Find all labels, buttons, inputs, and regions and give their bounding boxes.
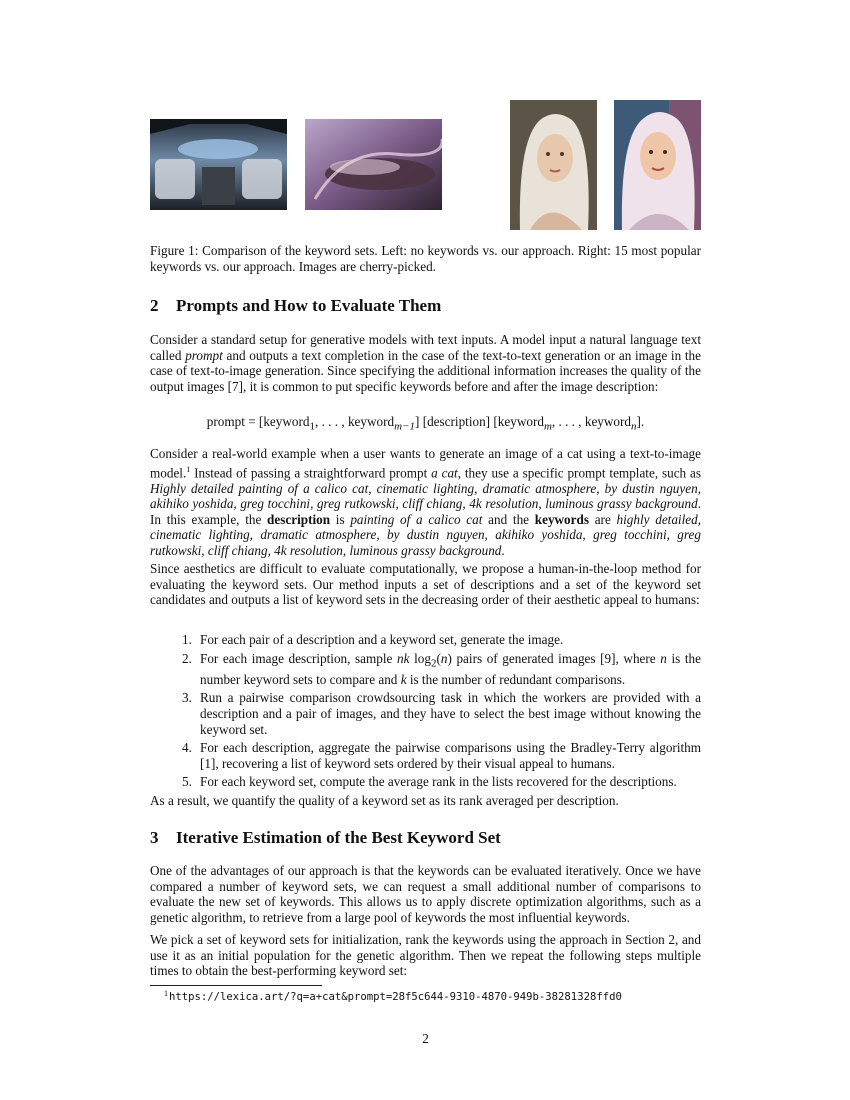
figure-caption: Figure 1: Comparison of the keyword sets. Left: no keywords vs. our approach. Right: 15 most popular keywords vs. our approach. Images are cherry-picked. [150, 243, 701, 274]
footnote-rule [150, 985, 322, 986]
section-3-heading: 3 Iterative Estimation of the Best Keyword Set [150, 828, 501, 847]
list-item: 4. For each description, aggregate the pairwise comparisons using the Bradley-Terry algorithm [1], recovering a list of keyword sets ordered by their visual appeal to humans. [182, 740, 701, 771]
figure-image-portrait-popular-keywords [510, 100, 597, 230]
method-steps-list [150, 632, 701, 793]
footnote-link[interactable]: https://lexica.art/?q=a+cat&prompt=28f5c644-9310-4870-949b-38281328ffd0 [169, 991, 622, 1003]
list-item: 1. For each pair of a description and a keyword set, generate the image. [182, 632, 564, 647]
section-2-paragraph-2: Consider a real-world example when a user wants to generate an image of a cat using a text-to-image model.$^1$ Instead of passing a straightforward prompt a cat, they use a specific prompt template, such as Highly detailed painting of a calico cat, cinematic lighting, dramatic atmosphere, by dustin nguyen, akihiko yoshida, greg tocchini, greg rutkowski, cliff chiang, 4k resolution, luminous grassy background. In this example, the description is painting of a calico cat and the keywords are highly detailed, cinematic lighting, dramatic atmosphere, by dustin nguyen, akihiko yoshida, greg tocchini, greg rutkowski, cliff chiang, 4k resolution, luminous grassy background. [150, 446, 701, 558]
section-2-paragraph-3: Since aesthetics are difficult to evaluate computationally, we propose a human-in-the-loop method for evaluating the keyword sets. Our method inputs a set of descriptions and a set of the keyword set candidates and outputs a list of keyword sets in the decreasing order of their aesthetic appeal to humans: [150, 561, 701, 608]
page-number: 2 [422, 1031, 429, 1046]
list-item: 2. For each image description, sample nk $\log_2(n)$ pairs of generated images [9], where n is the number keyword sets to compare and k is the number of redundant comparisons. [182, 650, 701, 687]
figure-image-portrait-our-approach [614, 100, 701, 230]
section-2-paragraph-1: Consider a standard setup for generative models with text inputs. A model input a natural language text called prompt and outputs a text completion in the case of the text-to-text generation or an image in the case of text-to-image generation. Since specifying the additional information increases the quality of the output images [7], it is common to put specific keywords before and after the image description: [150, 332, 701, 394]
prompt-equation: prompt = [keyword$_1$, . . . , keyword$_{m-1}$] [description] [keyword$_m$, . . . , keyword$_n$]. [206, 414, 645, 433]
list-item: 5. For each keyword set, compute the average rank in the lists recovered for the descriptions. [182, 774, 677, 790]
footnote: $^1$https://lexica.art/?q=a+cat&prompt=28f5c644-9310-4870-949b-38281328ffd0 [164, 989, 622, 1003]
section-3-paragraph-1: One of the advantages of our approach is that the keywords can be evaluated iteratively. Once we have compared a number of keyword sets, we can request a small additional number of comparisons to evaluate the new set of keywords. This allows us to apply discrete optimization algorithms, such as a genetic algorithm, to retrieve from a large pool of keywords the most influential keywords. [150, 863, 701, 925]
section-3-paragraph-2: We pick a set of keyword sets for initialization, rank the keywords using the approach in Section 2, and use it as an initial population for the genetic algorithm. Then we repeat the following steps multiple times to obtain the best-performing keyword set: [150, 932, 701, 979]
section-2-paragraph-4: As a result, we quantify the quality of a keyword set as its rank averaged per description. [150, 793, 619, 808]
figure-image-spaceship-interior [150, 119, 287, 210]
figure-1 [150, 0, 701, 274]
list-item: 3. Run a pairwise comparison crowdsourcing task in which the workers are provided with a description and a pair of images, and they have to select the best image without knowing the keyword set. [182, 690, 701, 737]
section-2-heading: 2 Prompts and How to Evaluate Them [150, 296, 442, 315]
footnote-marker: 1 [186, 464, 191, 474]
figure-image-spaceship-abstract [305, 119, 442, 210]
